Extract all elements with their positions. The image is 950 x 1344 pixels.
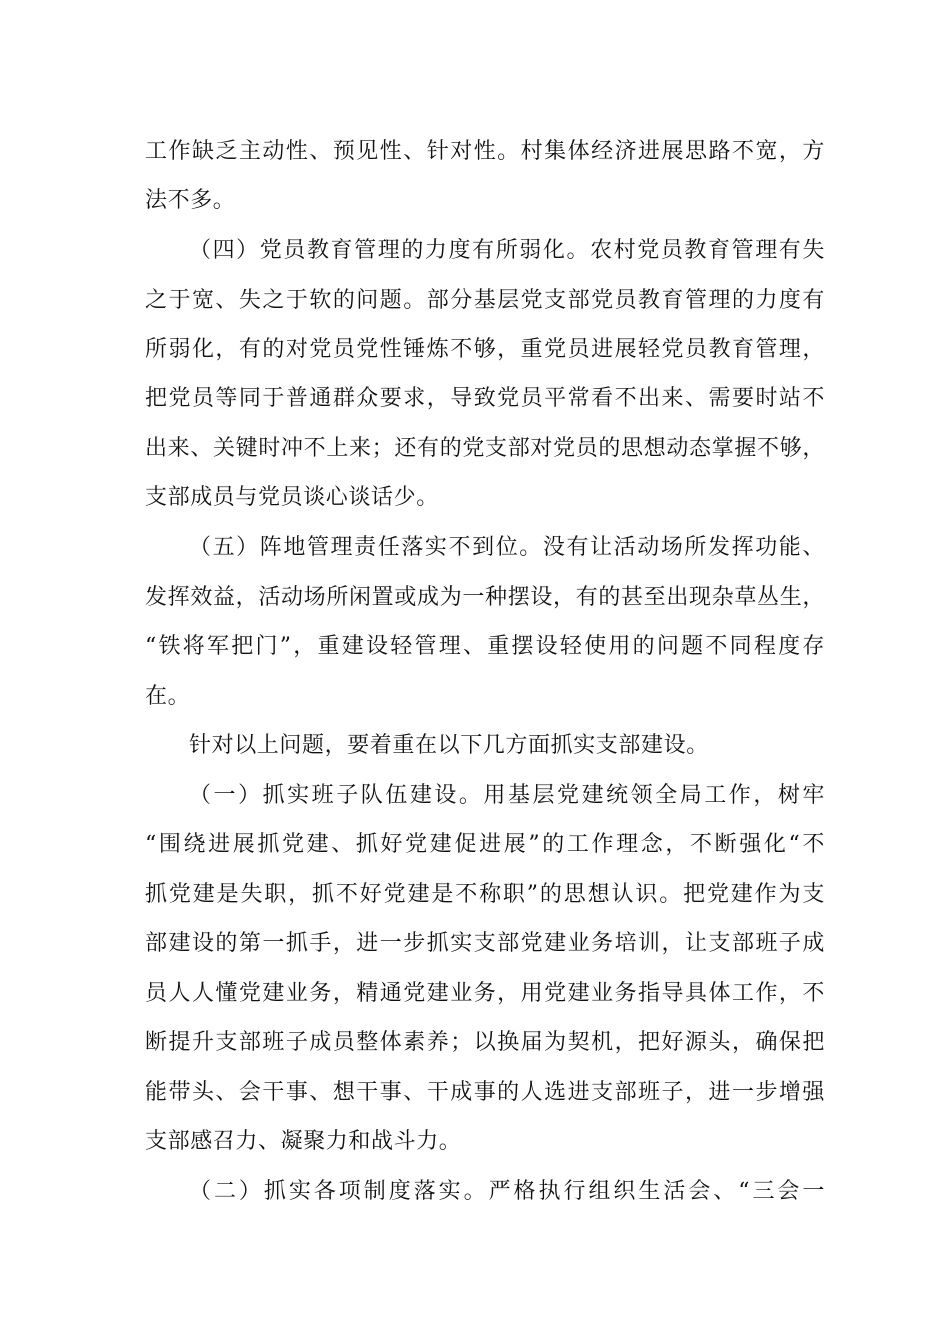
- text-line: 支部成员与党员谈心谈话少。: [145, 485, 439, 510]
- text-line: “围绕进展抓党建、抓好党建促进展”的工作理念，不断强化“不: [145, 832, 825, 857]
- text-line: 抓党建是失职，抓不好党建是不称职”的思想认识。把党建作为支: [145, 882, 825, 907]
- text-line: 出来、关键时冲不上来；还有的党支部对党员的思想动态掌握不够，: [145, 436, 825, 461]
- paragraph-heading-line: （四）党员教育管理的力度有所弱化。农村党员教育管理有失: [189, 238, 825, 263]
- text-line: 断提升支部班子成员整体素养；以换届为契机，把好源头，确保把: [145, 1030, 825, 1055]
- text-line: 发挥效益，活动场所闲置或成为一种摆设，有的甚至出现杂草丛生，: [145, 585, 825, 610]
- text-line: “铁将军把门”，重建设轻管理、重摆设轻使用的问题不同程度存: [145, 634, 825, 659]
- text-line: 针对以上问题，要着重在以下几方面抓实支部建设。: [189, 733, 709, 758]
- paragraph-heading-line: （五）阵地管理责任落实不到位。没有让活动场所发挥功能、: [189, 535, 825, 560]
- text-line: 工作缺乏主动性、预见性、针对性。村集体经济进展思路不宽，方: [145, 139, 825, 164]
- paragraph-heading-line: （二）抓实各项制度落实。严格执行组织生活会、“三会一: [189, 1179, 825, 1204]
- text-line: 法不多。: [145, 188, 236, 213]
- text-line: 能带头、会干事、想干事、干成事的人选进支部班子，进一步增强: [145, 1080, 825, 1105]
- text-line: 在。: [145, 684, 191, 709]
- text-line: 员人人懂党建业务，精通党建业务，用党建业务指导具体工作，不: [145, 981, 825, 1006]
- text-line: 之于宽、失之于软的问题。部分基层党支部党员教育管理的力度有: [145, 288, 825, 313]
- text-line: 把党员等同于普通群众要求，导致党员平常看不出来、需要时站不: [145, 386, 825, 411]
- text-line: 支部感召力、凝聚力和战斗力。: [145, 1129, 462, 1154]
- text-line: 所弱化，有的对党员党性锤炼不够，重党员进展轻党员教育管理，: [145, 337, 825, 362]
- text-line: 部建设的第一抓手，进一步抓实支部党建业务培训，让支部班子成: [145, 931, 825, 956]
- paragraph-heading-line: （一）抓实班子队伍建设。用基层党建统领全局工作，树牢: [189, 783, 825, 808]
